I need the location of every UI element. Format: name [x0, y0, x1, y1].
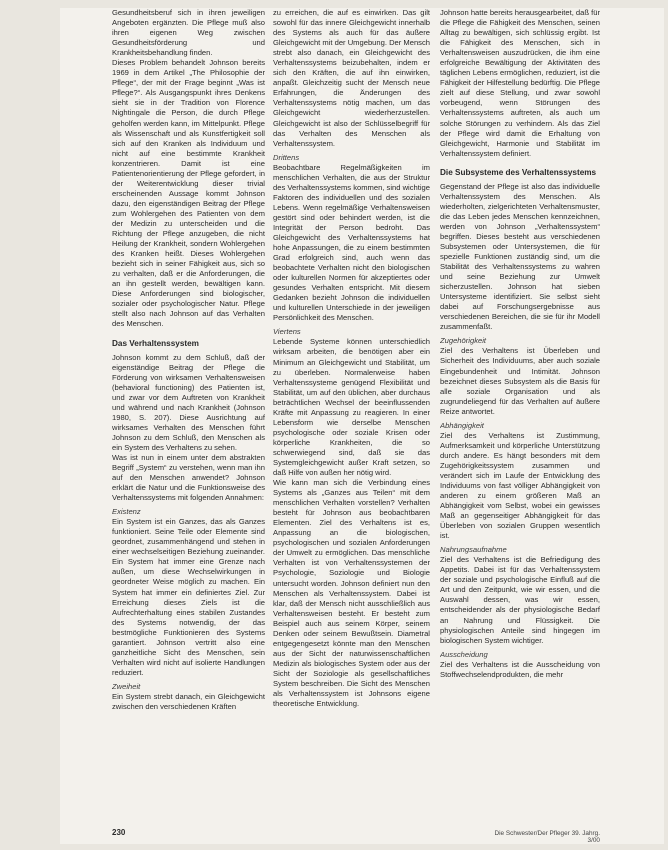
- paragraph: Dieses Problem behandelt Johnson bereits 1969 in dem Artikel „The Philosophie der Pflege“, der mit der Frage beginnt „Was ist Pflege?“. Als Ausgangspunkt ihres Denkens sieht sie in der Tradition von Florence Nightingale die Person, die durch Pflege geholfen werden kann, im Mittelpunkt. Pflege als Wissenschaft und als Kunstfertigkeit soll sich auf den Kranken als Individuum und nicht auf eine bestimmte Krankheit konzentrieren. Damit ist eine Patientenorientierung der Pflege gefordert, in der Weiterentwicklung dieser trivial erscheinenden Aussage kommt Johnson dazu, den eigenständigen Beitrag der Pflege zum Wohlergehen des Patienten von dem der Medizin zu unterscheiden und die Richtung der Pflege anzugeben, die nicht Heilung der Krankheit, sondern Wohlergehen des Kranken heißt. Dieses Wohlergehen bezieht sich in seiner Fähigkeit aus, sich so zu verhalten, daß er die Anforderungen, die an ihn gestellt werden, bewältigen kann. Diese Anforderungen sind biologischer, sozialer oder psychologischer Natur. Pflege stellt also nach Johnson auf das Verhalten des Menschen.: [112, 58, 265, 329]
- paragraph: zu erreichen, die auf es einwirken. Das gilt sowohl für das innere Gleichgewicht innerhalb des Systems als auch für das äußere Gleichgewicht mit der Umgebung. Der Mensch strebt also danach, ein Gleichgewicht des Verhaltenssystems beizubehalten, indem er sich den Kräften, die auf ihn einwirken, anpaßt. Gleichzeitig sucht der Mensch neue Erfahrungen, die Änderungen des Verhaltenssystems nötig machen, um das Gleichgewicht wiederherzustellen. Gleichgewicht ist also der Schlüsselbegriff für das Verhalten des Menschen als Verhaltenssystem.: [273, 8, 430, 148]
- column-right: [440, 8, 600, 680]
- column-left: [112, 8, 265, 712]
- paragraph: Gegenstand der Pflege ist also das individuelle Verhaltenssystem des Menschen. Als wiederholten, zielgerichteten Verhaltensmuster, die das Leben jedes Menschen kennzeichnen, werden von Johnson „Verhaltenssystem“ begriffen. Dieses besteht aus verschiedenen Subsystemen oder Untersystemen, die für spezielle Funktionen zuständig sind, um die Stabilität des Verhaltenssystems zu wahren und seine Beziehung zur Umwelt sicherzustellen. Johnson hat sieben Untersysteme identifiziert. Sie selbst sieht dabei auf Forschungsergebnisse aus verschiedenen Bereichen, die sie für ihr Modell zusammenfaßt.: [440, 181, 600, 332]
- paragraph: Ziel des Verhaltens ist Überleben und Sicherheit des Individuums, aber auch soziale Eingebundenheit und Intimität. Johnson bezeichnet dieses Subsystem als die Basis für alle soziale Organisation und als zugrundeliegend für das Verhalten auf äußere Reize antwortet.: [440, 346, 600, 416]
- subheading: Drittens: [273, 152, 300, 162]
- column-middle: [273, 8, 430, 709]
- section-heading: Die Subsysteme des Verhaltenssystems: [440, 167, 597, 177]
- subheading: Abhängigkeit: [440, 420, 484, 430]
- section-heading: Das Verhaltenssystem: [112, 338, 199, 348]
- paragraph: Ziel des Verhaltens ist die Befriedigung des Appetits. Dabei ist für das Verhaltenssystem der soziale und psychologische Einfluß auf die Art und den Zeitpunkt, wie wir essen, und die Auswahl dessen, was wir essen, entscheidender als der physiologische Bedarf an Nahrung und Flüssigkeit. Die physiologischen Anteile sind hingegen im biologischen System wichtiger.: [440, 555, 600, 645]
- paragraph: Ziel des Verhaltens ist Zustimmung, Aufmerksamkeit und körperliche Unterstützung durch andere. Es hängt besonders mit dem Zugehörigkeitssystem zusammen und verändert sich im Laufe der Entwicklung des Individuums von fast völliger Abhängigkeit von anderen zu einem größeren Maß an Abhängigkeit vom Selbst, wobei ein gewisses Maß an gegenseitiger Abhängigkeit für das Überleben von sozialen Gruppen wesentlich ist.: [440, 430, 600, 541]
- subheading: Zugehörigkeit: [440, 336, 487, 346]
- subheading: Zweiheit: [112, 681, 141, 691]
- paragraph: Was ist nun in einem unter dem abstrakten Begriff „System“ zu verstehen, wenn man ihn auf den Menschen anwendet? Johnson erklärt die Natur und die Funktionsweise des Verhaltenssystems mit folgenden Annahmen:: [112, 452, 265, 503]
- paragraph: Ein System strebt danach, ein Gleichgewicht zwischen den verschiedenen Kräften: [112, 691, 265, 711]
- subheading: Existenz: [112, 507, 141, 517]
- journal-citation: Die Schwester/Der Pfleger 39. Jahrg. 3/00: [494, 830, 600, 844]
- journal-page: [60, 8, 664, 844]
- paragraph: Ziel des Verhaltens ist die Ausscheidung von Stoffwechselendprodukten, die mehr: [440, 659, 600, 679]
- subheading: Viertens: [273, 327, 301, 337]
- subheading: Nahrungsaufnahme: [440, 545, 507, 555]
- paragraph: Johnson hatte bereits herausgearbeitet, daß für die Pflege die Fähigkeit des Menschen, seinen Alltag zu bewältigen, sich schlüssig ergibt. Ist die Fähigkeit des Menschen, sich in Verhaltensweisen auszudrücken, die ihm eine erfolgreiche Bewältigung der Aktivitäten des täglichen Lebens ermöglichen, reduziert, ist die Fähigkeit der Hilfestellung bedürftig. Die Pflege zielt auf diese Stellung, und zwar sowohl vorbeugend, wenn Störungen des Verhaltenssystems auftreten, als auch um solche Störungen zu verhindern. Als das Ziel der Pflege wird damit die Erhaltung von Gleichgewicht, Harmonie und Stabilität im Verhaltenssystem definiert.: [440, 8, 600, 158]
- paragraph: Gesundheitsberuf sich in ihren jeweiligen Angeboten ergänzten. Die Pflege muß also ihren eigenen Weg zwischen Gesundheitsförderung und Krankheitsbehandlung finden.: [112, 8, 265, 58]
- paragraph: Lebende Systeme können unterschiedlich wirksam arbeiten, die benötigen aber ein Minimum an Gleichgewicht und Stabilität, um zu überleben. Normalerweise haben Verhaltenssysteme genügend Flexibilität und Stabilität, um auf den üblichen, aber durchaus beträchtlichen Wechsel der beeinflussenden Kräfte mit Anpassung zu reagieren. In einer Lebensform wie derselbe Menschen psychologische oder soziale Krisen oder körperliche Krankheiten, die so schwerwiegend sind, daß sie das Systemgleichgewicht außer Kraft setzen, so daß Hilfe von außen her nötig wird.: [273, 337, 430, 478]
- page-number: 230: [112, 828, 126, 837]
- subheading: Ausscheidung: [440, 649, 488, 659]
- paragraph: Ein System ist ein Ganzes, das als Ganzes funktioniert. Seine Teile oder Elemente sind geordnet, zusammenhängend und stehen in einer wechselseitigen Beziehung zueinander. Ein System hat immer eine Grenze nach außen, um diese Wechselwirkungen in geordneter Weise möglich zu machen. Ein System hat immer ein definiertes Ziel. Zur Erreichung dieses Ziels ist die Aufrechterhaltung eines stabilen Zustandes des Systems notwendig, der das bestmögliche Funktionieren des Systems garantiert. Johnson vertritt also eine ganzheitliche Sicht des Menschen, sein Verhalten wird nicht auf isolierte Handlungen reduziert.: [112, 517, 265, 677]
- paragraph: Beobachtbare Regelmäßigkeiten im menschlichen Verhalten, die aus der Struktur des Verhaltenssystems kommen, sind wichtige Faktoren des individuellen und des sozialen Lebens. Wenn regelmäßige Verhaltensweisen gestört sind oder behindert werden, ist die Integrität der Person bedroht. Das Gleichgewicht des Verhaltenssystems hat hohe Anpassungen, die zu einem bestimmten Grad erfolgreich sind, auch wenn das beobachtete Verhalten nicht den biologischen oder kulturellen Normen für akzeptiertes oder gesundes Verhalten entspricht. Mit diesem Gedanken bezieht Johnson die individuellen und kulturellen Unterschiede in der jeweiligen Persönlichkeit des Menschen.: [273, 162, 430, 323]
- paragraph: Wie kann man sich die Verbindung eines Systems als „Ganzes aus Teilen“ mit dem menschlichen Verhalten vorstellen? Verhalten besteht für Johnson aus beobachtbaren Elementen. Ziel des Verhaltens ist es, Anpassung an die biologischen, psychologischen und sozialen Anforderungen der Umwelt zu ermöglichen. Das menschliche Verhalten ist von Verhaltenssystemen der Psychologie, Soziologie und Biologie untersucht worden. Johnson definiert nun den Menschen als Verhaltenssystem. Dabei ist klar, daß der Mensch nicht ausschließlich aus Verhaltensweisen besteht. Er besteht zum Beispiel auch aus seinem Körper, seinem Denken oder seinem Bewußtsein. Diametral entgegengesetzt könnte man den Menschen aus der Sicht der naturwissenschaftlichen Medizin als biologisches System oder aus der Sicht der Soziologie als gesellschaftliches System beschreiben. Die Sicht des Menschen als Verhaltenssystem ist Johnsons eigene theoretische Entwicklung.: [273, 478, 430, 709]
- paragraph: Johnson kommt zu dem Schluß, daß der eigenständige Beitrag der Pflege die Förderung von wirksamen Verhaltensweisen (behavioral functioning) des Patienten ist, und zwar vor dem Auftreten von Krankheit und während und nach Krankheit (Johnson 1980, S. 207). Diese Ausrichtung auf wirksames Verhalten des Menschen führt Johnson zu dem Schluß, den Menschen als ein System des Verhaltens zu sehen.: [112, 352, 265, 452]
